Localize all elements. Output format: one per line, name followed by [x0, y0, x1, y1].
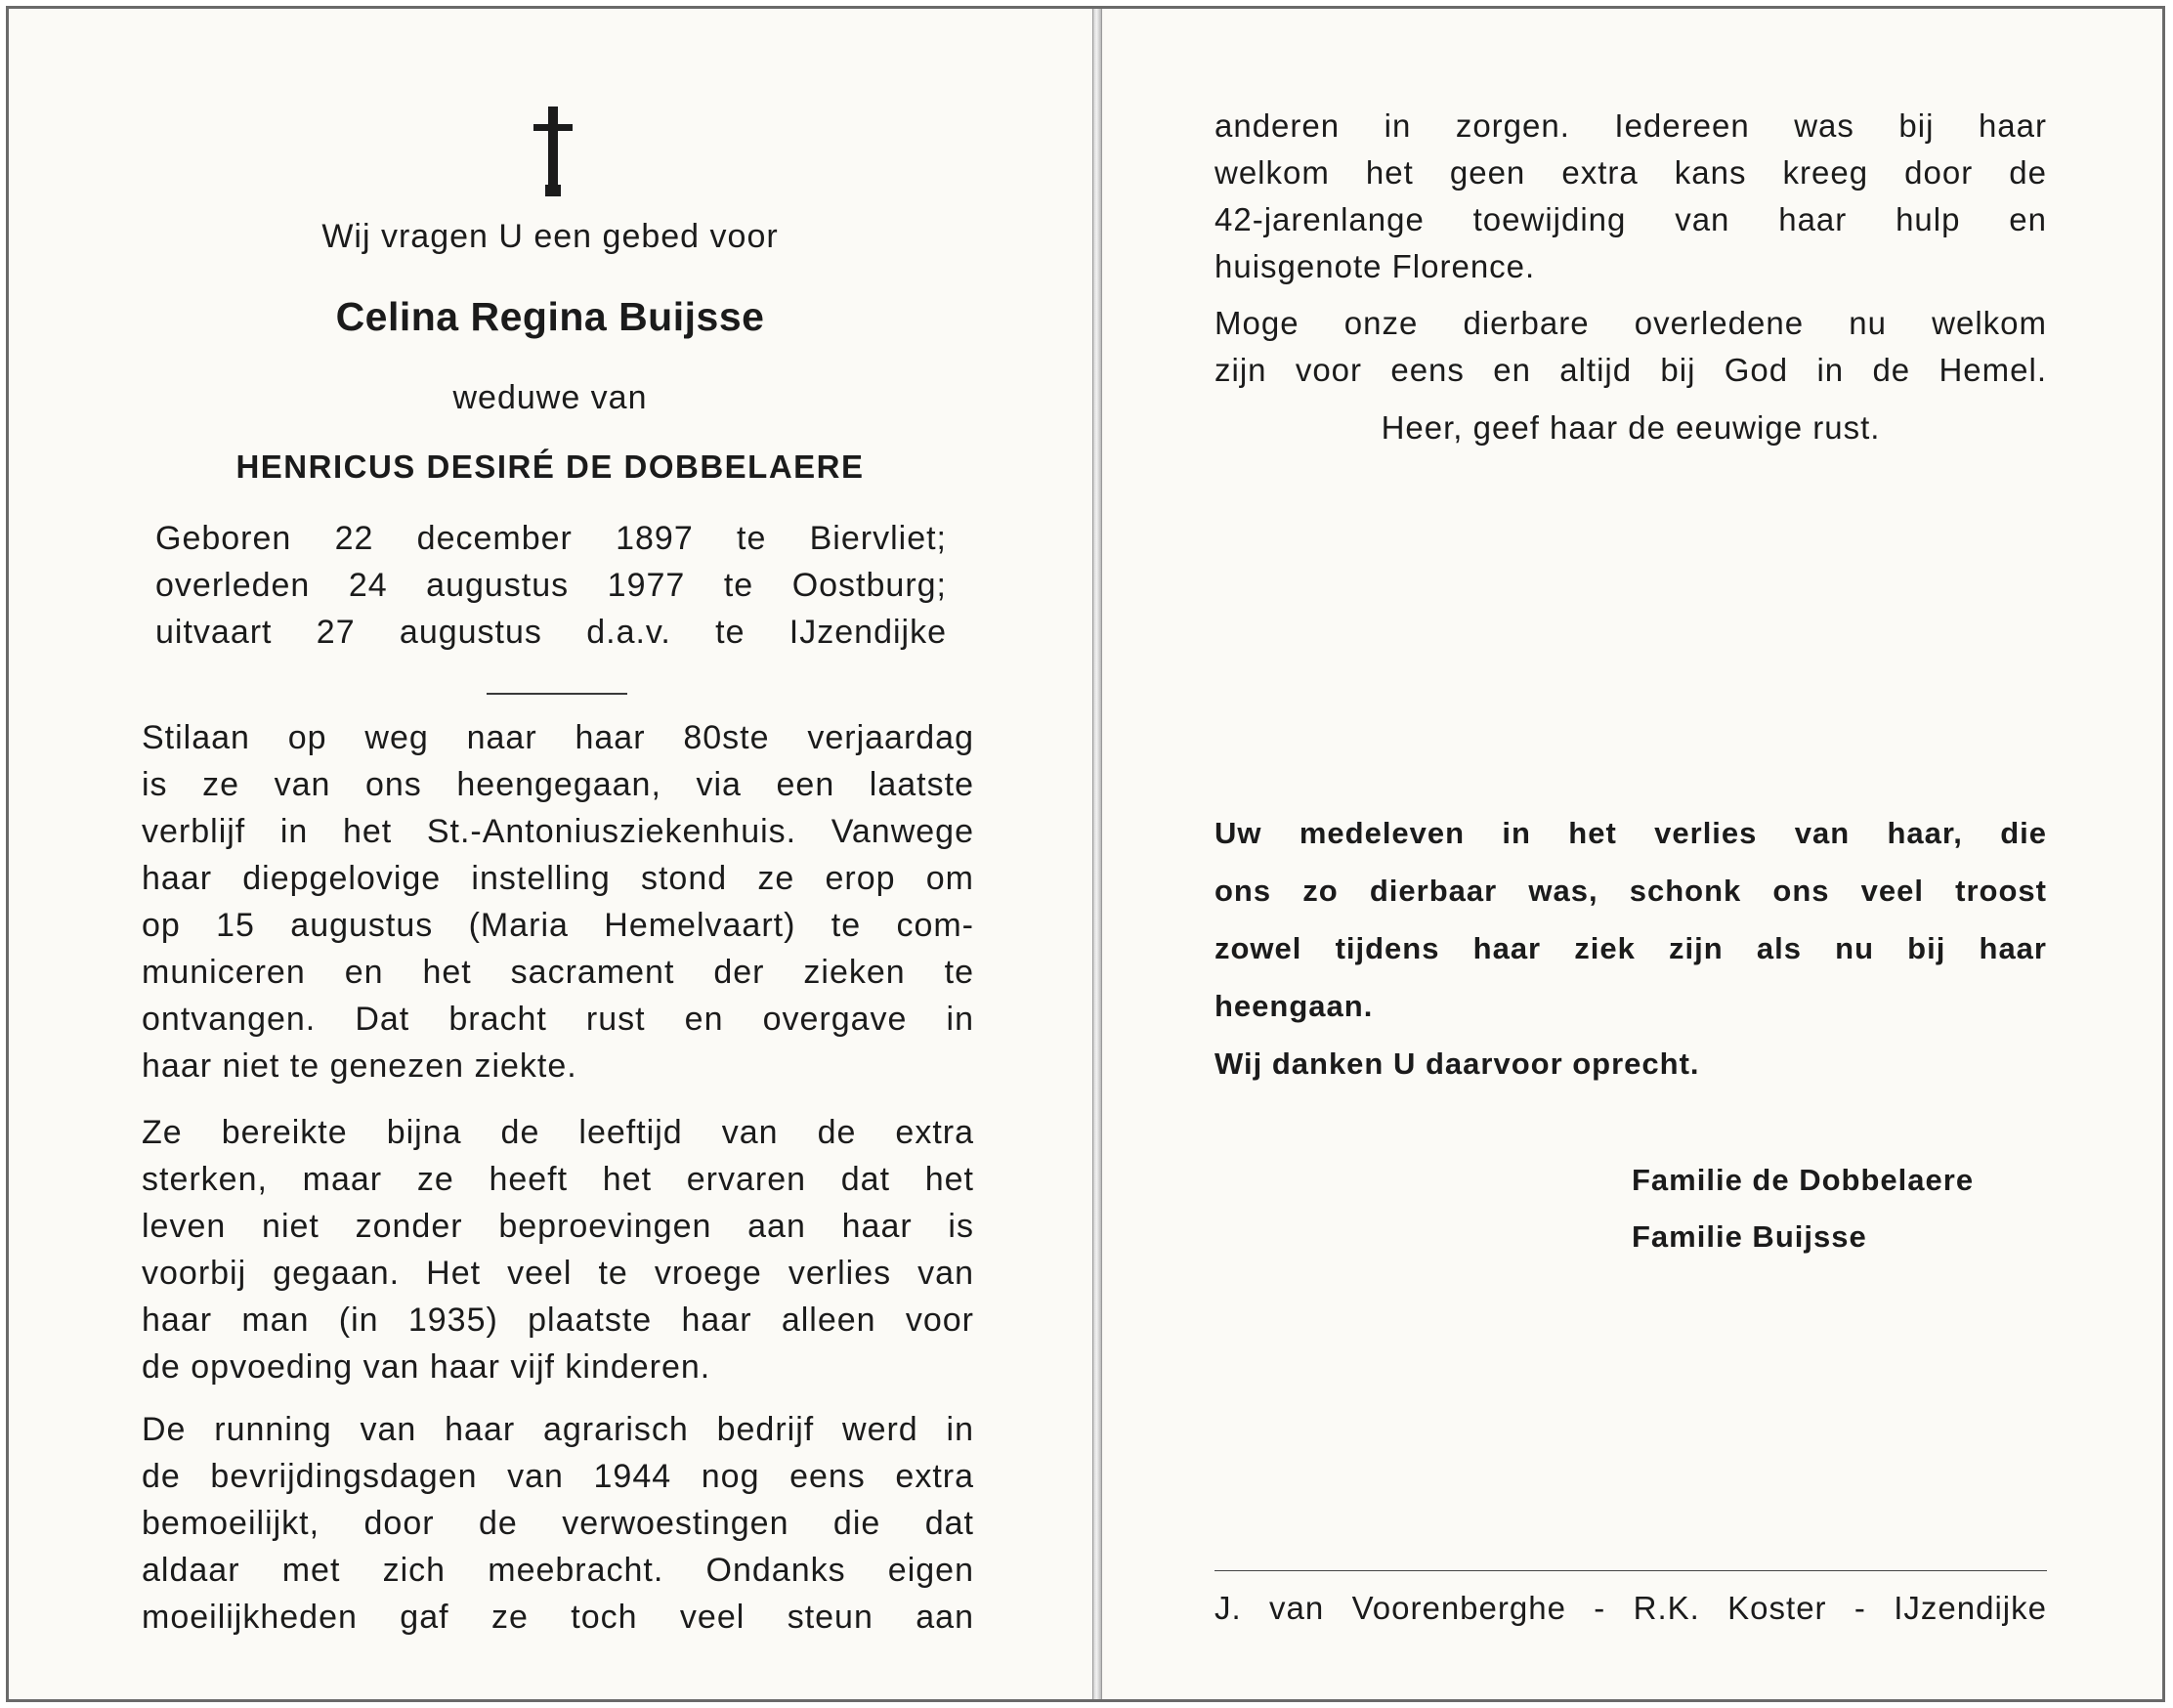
- printer-credit: J. van Voorenberghe - R.K. Koster - IJzendijke: [1214, 1590, 2047, 1626]
- text-line: leven niet zonder beproevingen aan haar is: [142, 1208, 974, 1245]
- widow-of-label: weduwe van: [452, 379, 648, 416]
- husband-name: HENRICUS DESIRÉ DE DOBBELAERE: [235, 448, 865, 485]
- text-line: ons zo dierbaar was, schonk ons veel troost: [1214, 874, 2047, 908]
- text-line: de opvoeding van haar vijf kinderen.: [142, 1348, 711, 1386]
- text-line: bemoeilijkt, door de verwoestingen die dat: [142, 1505, 974, 1542]
- text-line: verblijf in het St.-Antoniusziekenhuis. Vanwege: [142, 813, 974, 850]
- text-line: haar man (in 1935) plaatste haar alleen voor: [142, 1302, 974, 1339]
- memorial-card: [6, 6, 2165, 1702]
- eternal-rest-prayer: Heer, geef haar de eeuwige rust.: [1381, 409, 1881, 446]
- text-line: welkom het geen extra kans kreeg door de: [1214, 154, 2047, 191]
- text-line: de bevrijdingsdagen van 1944 nog eens extra: [142, 1458, 974, 1495]
- prayer-request: Wij vragen U een gebed voor: [321, 218, 779, 255]
- printer-divider: [1214, 1570, 2047, 1571]
- text-line: sterken, maar ze heeft het ervaren dat het: [142, 1161, 974, 1198]
- text-line: municeren en het sacrament der zieken te: [142, 954, 974, 991]
- life-dates: [155, 515, 947, 656]
- biography-paragraph-2: [142, 1109, 974, 1390]
- text-line: Uw medeleven in het verlies van haar, die: [1214, 816, 2047, 850]
- continued-paragraph: [1214, 103, 2047, 290]
- text-line: haar diepgelovige instelling stond ze erop om: [142, 860, 974, 897]
- text-line: haar niet te genezen ziekte.: [142, 1047, 577, 1085]
- text-line: Wij danken U daarvoor oprecht.: [1214, 1046, 1700, 1081]
- funeral-line: uitvaart 27 augustus d.a.v. te IJzendijke: [155, 614, 947, 651]
- text-line: De running van haar agrarisch bedrijf werd in: [142, 1411, 974, 1448]
- deceased-name: Celina Regina Buijsse: [335, 294, 765, 339]
- text-line: heengaan.: [1214, 989, 1374, 1023]
- birth-line: Geboren 22 december 1897 te Biervliet;: [155, 520, 947, 557]
- family-name: Familie de Dobbelaere: [1632, 1163, 1975, 1197]
- text-line: 42-jarenlange toewijding van haar hulp en: [1214, 201, 2047, 237]
- death-line: overleden 24 augustus 1977 te Oostburg;: [155, 567, 947, 604]
- text-line: aldaar met zich meebracht. Ondanks eigen: [142, 1552, 974, 1589]
- left-page: [9, 9, 1091, 1699]
- text-line: is ze van ons heengegaan, via een laatste: [142, 766, 974, 803]
- biography-paragraph-1: [142, 714, 974, 1089]
- text-line: huisgenote Florence.: [1214, 248, 1536, 284]
- text-line: anderen in zorgen. Iedereen was bij haar: [1214, 107, 2047, 144]
- family-name: Familie Buijsse: [1632, 1219, 1867, 1254]
- blessing-paragraph: [1214, 300, 2047, 394]
- text-line: voorbij gegaan. Het veel te vroege verlies van: [142, 1255, 974, 1292]
- thanks-message: [1214, 804, 2047, 1092]
- text-line: moeilijkheden gaf ze toch veel steun aan: [142, 1599, 974, 1636]
- divider-line: [487, 693, 627, 695]
- text-line: Stilaan op weg naar haar 80ste verjaardag: [142, 719, 974, 756]
- text-line: Moge onze dierbare overledene nu welkom: [1214, 305, 2047, 341]
- text-line: op 15 augustus (Maria Hemelvaart) te com-: [142, 907, 974, 944]
- text-line: zijn voor eens en altijd bij God in de Hemel.: [1214, 352, 2047, 388]
- biography-paragraph-3: [142, 1406, 974, 1641]
- text-line: ontvangen. Dat bracht rust en overgave in: [142, 1001, 974, 1038]
- cross-icon: [533, 107, 573, 196]
- text-line: Ze bereikte bijna de leeftijd van de extra: [142, 1114, 974, 1151]
- family-signatures: [1632, 1152, 1974, 1265]
- text-line: zowel tijdens haar ziek zijn als nu bij haar: [1214, 931, 2047, 965]
- right-page: [1101, 9, 2168, 1699]
